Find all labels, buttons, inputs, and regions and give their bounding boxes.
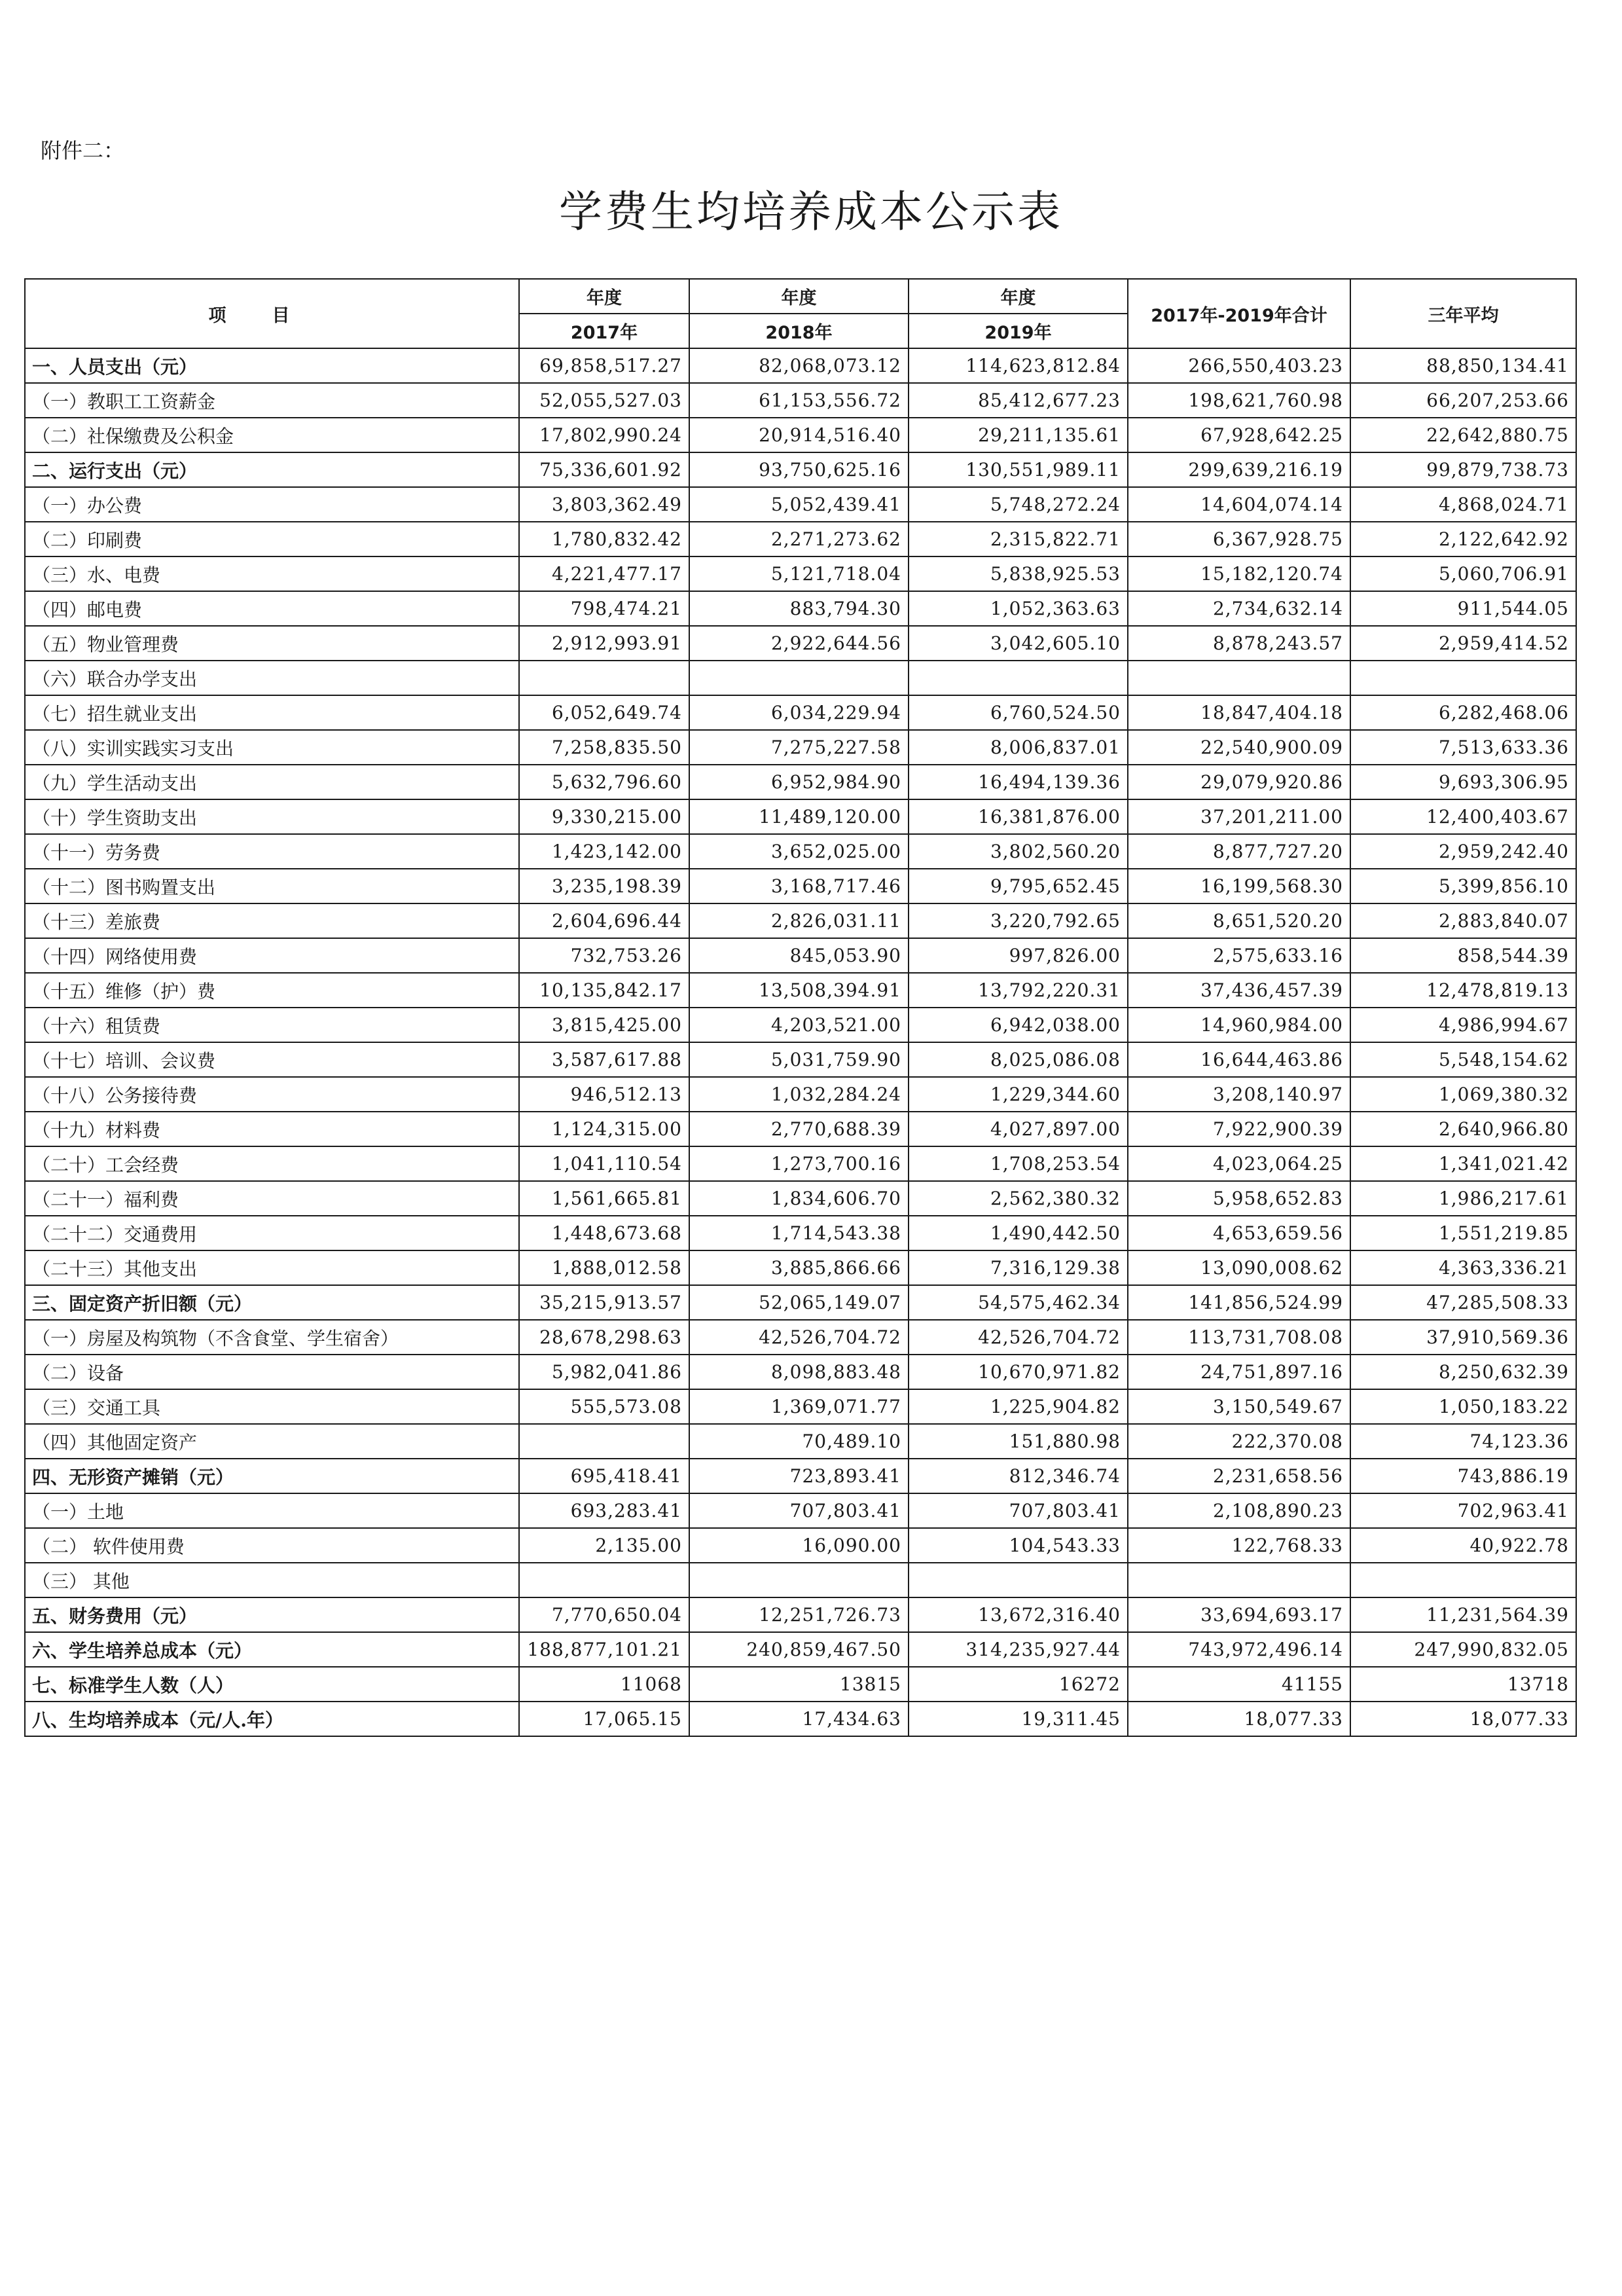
- value-total: 198,621,760.98: [1128, 383, 1350, 418]
- row-label: （二十）工会经费: [25, 1146, 519, 1181]
- value-total: 8,878,243.57: [1128, 626, 1350, 661]
- value-2017: 3,803,362.49: [519, 487, 689, 522]
- value-2017: 28,678,298.63: [519, 1320, 689, 1355]
- value-2019: 13,792,220.31: [909, 973, 1128, 1008]
- row-label: 八、生均培养成本（元/人.年）: [25, 1702, 519, 1736]
- value-2018: 3,652,025.00: [689, 834, 909, 869]
- value-2017: 1,561,665.81: [519, 1181, 689, 1216]
- value-2017: 52,055,527.03: [519, 383, 689, 418]
- value-2018: 240,859,467.50: [689, 1632, 909, 1667]
- value-average: 37,910,569.36: [1350, 1320, 1576, 1355]
- value-average: 2,959,414.52: [1350, 626, 1576, 661]
- value-2018: 70,489.10: [689, 1424, 909, 1459]
- value-2019: [909, 1563, 1128, 1597]
- value-average: 18,077.33: [1350, 1702, 1576, 1736]
- value-2019: 151,880.98: [909, 1424, 1128, 1459]
- value-2017: 798,474.21: [519, 591, 689, 626]
- table-row: [25, 1424, 1576, 1459]
- value-2019: 10,670,971.82: [909, 1355, 1128, 1389]
- value-2018: 845,053.90: [689, 938, 909, 973]
- value-2017: 5,632,796.60: [519, 765, 689, 799]
- value-2019: 1,708,253.54: [909, 1146, 1128, 1181]
- value-total: 122,768.33: [1128, 1528, 1350, 1563]
- value-average: 47,285,508.33: [1350, 1285, 1576, 1320]
- value-2017: 555,573.08: [519, 1389, 689, 1424]
- value-2018: 707,803.41: [689, 1493, 909, 1528]
- table-header: [25, 279, 1576, 348]
- value-2017: 695,418.41: [519, 1459, 689, 1493]
- value-total: 266,550,403.23: [1128, 348, 1350, 383]
- table-row: [25, 1389, 1576, 1424]
- value-2017: 10,135,842.17: [519, 973, 689, 1008]
- table-row: [25, 1216, 1576, 1250]
- value-2019: 9,795,652.45: [909, 869, 1128, 903]
- row-label: （十九）材料费: [25, 1112, 519, 1146]
- value-2019: 6,760,524.50: [909, 695, 1128, 730]
- row-label: （二十一）福利费: [25, 1181, 519, 1216]
- value-average: 2,959,242.40: [1350, 834, 1576, 869]
- value-2019: 1,490,442.50: [909, 1216, 1128, 1250]
- value-2018: 20,914,516.40: [689, 418, 909, 452]
- header-year-label-2018: 年度: [689, 279, 909, 314]
- table-row: [25, 1355, 1576, 1389]
- row-label: （十六）租赁费: [25, 1008, 519, 1042]
- table-row: [25, 626, 1576, 661]
- value-average: 4,363,336.21: [1350, 1250, 1576, 1285]
- table-row: [25, 938, 1576, 973]
- value-average: 7,513,633.36: [1350, 730, 1576, 765]
- row-label: （二）印刷费: [25, 522, 519, 556]
- value-total: 3,150,549.67: [1128, 1389, 1350, 1424]
- value-2018: 883,794.30: [689, 591, 909, 626]
- value-average: 5,060,706.91: [1350, 556, 1576, 591]
- table-row: [25, 695, 1576, 730]
- table-row: [25, 1563, 1576, 1597]
- value-2019: 16272: [909, 1667, 1128, 1702]
- row-label: 一、人员支出（元）: [25, 348, 519, 383]
- value-2018: 12,251,726.73: [689, 1597, 909, 1632]
- value-2017: 1,124,315.00: [519, 1112, 689, 1146]
- value-2018: 3,885,866.66: [689, 1250, 909, 1285]
- header-average: 三年平均: [1350, 279, 1576, 348]
- value-total: 5,958,652.83: [1128, 1181, 1350, 1216]
- table-row: [25, 661, 1576, 695]
- value-2017: 1,041,110.54: [519, 1146, 689, 1181]
- value-2019: 19,311.45: [909, 1702, 1128, 1736]
- value-total: 4,653,659.56: [1128, 1216, 1350, 1250]
- value-2017: 17,802,990.24: [519, 418, 689, 452]
- row-label: （二十二）交通费用: [25, 1216, 519, 1250]
- table-row: [25, 1250, 1576, 1285]
- value-2019: 8,025,086.08: [909, 1042, 1128, 1077]
- value-average: 13718: [1350, 1667, 1576, 1702]
- row-label: （十三）差旅费: [25, 903, 519, 938]
- value-total: 2,575,633.16: [1128, 938, 1350, 973]
- value-2019: 1,052,363.63: [909, 591, 1128, 626]
- table-row: [25, 1285, 1576, 1320]
- value-2018: 6,034,229.94: [689, 695, 909, 730]
- value-total: 37,436,457.39: [1128, 973, 1350, 1008]
- value-total: 2,108,890.23: [1128, 1493, 1350, 1528]
- value-2017: 188,877,101.21: [519, 1632, 689, 1667]
- value-total: 3,208,140.97: [1128, 1077, 1350, 1112]
- value-average: 4,986,994.67: [1350, 1008, 1576, 1042]
- value-2017: 1,448,673.68: [519, 1216, 689, 1250]
- value-average: 6,282,468.06: [1350, 695, 1576, 730]
- value-2019: 2,562,380.32: [909, 1181, 1128, 1216]
- value-2018: 61,153,556.72: [689, 383, 909, 418]
- value-average: 12,400,403.67: [1350, 799, 1576, 834]
- value-2017: 693,283.41: [519, 1493, 689, 1528]
- value-total: 29,079,920.86: [1128, 765, 1350, 799]
- value-total: 16,199,568.30: [1128, 869, 1350, 903]
- row-label: （十四）网络使用费: [25, 938, 519, 973]
- value-2019: 3,042,605.10: [909, 626, 1128, 661]
- value-average: 247,990,832.05: [1350, 1632, 1576, 1667]
- table-row: [25, 452, 1576, 487]
- table-row: [25, 556, 1576, 591]
- value-average: 99,879,738.73: [1350, 452, 1576, 487]
- value-average: 9,693,306.95: [1350, 765, 1576, 799]
- value-average: 1,069,380.32: [1350, 1077, 1576, 1112]
- value-2018: 2,770,688.39: [689, 1112, 909, 1146]
- value-2017: 2,135.00: [519, 1528, 689, 1563]
- value-total: 299,639,216.19: [1128, 452, 1350, 487]
- value-average: 66,207,253.66: [1350, 383, 1576, 418]
- value-2017: 17,065.15: [519, 1702, 689, 1736]
- value-2019: 7,316,129.38: [909, 1250, 1128, 1285]
- value-average: 1,551,219.85: [1350, 1216, 1576, 1250]
- value-2018: 17,434.63: [689, 1702, 909, 1736]
- value-average: 1,050,183.22: [1350, 1389, 1576, 1424]
- value-total: 37,201,211.00: [1128, 799, 1350, 834]
- value-total: 15,182,120.74: [1128, 556, 1350, 591]
- table-row: [25, 834, 1576, 869]
- value-average: 5,399,856.10: [1350, 869, 1576, 903]
- value-2018: 2,826,031.11: [689, 903, 909, 938]
- value-average: 911,544.05: [1350, 591, 1576, 626]
- value-2019: 5,838,925.53: [909, 556, 1128, 591]
- row-label: （一）办公费: [25, 487, 519, 522]
- value-2018: 52,065,149.07: [689, 1285, 909, 1320]
- value-total: 2,231,658.56: [1128, 1459, 1350, 1493]
- value-total: 41155: [1128, 1667, 1350, 1702]
- value-average: 1,986,217.61: [1350, 1181, 1576, 1216]
- table-row: [25, 1181, 1576, 1216]
- header-year-2019: 2019年: [909, 314, 1128, 348]
- row-label: 七、标准学生人数（人）: [25, 1667, 519, 1702]
- row-label: （二） 软件使用费: [25, 1528, 519, 1563]
- value-2019: 16,494,139.36: [909, 765, 1128, 799]
- row-label: 四、无形资产摊销（元）: [25, 1459, 519, 1493]
- value-2018: 6,952,984.90: [689, 765, 909, 799]
- value-total: 14,604,074.14: [1128, 487, 1350, 522]
- table-row: [25, 1632, 1576, 1667]
- header-item: 项目: [25, 279, 519, 348]
- table-row: [25, 1667, 1576, 1702]
- row-label: 六、学生培养总成本（元）: [25, 1632, 519, 1667]
- row-label: 三、固定资产折旧额（元）: [25, 1285, 519, 1320]
- value-2019: 29,211,135.61: [909, 418, 1128, 452]
- value-total: 16,644,463.86: [1128, 1042, 1350, 1077]
- value-2018: 723,893.41: [689, 1459, 909, 1493]
- value-2018: 93,750,625.16: [689, 452, 909, 487]
- value-2019: 42,526,704.72: [909, 1320, 1128, 1355]
- value-2017: [519, 1424, 689, 1459]
- value-average: 74,123.36: [1350, 1424, 1576, 1459]
- value-total: 113,731,708.08: [1128, 1320, 1350, 1355]
- value-total: [1128, 1563, 1350, 1597]
- value-2019: 130,551,989.11: [909, 452, 1128, 487]
- value-2017: 3,587,617.88: [519, 1042, 689, 1077]
- row-label: （七）招生就业支出: [25, 695, 519, 730]
- value-average: 743,886.19: [1350, 1459, 1576, 1493]
- header-year-2018: 2018年: [689, 314, 909, 348]
- value-2018: 7,275,227.58: [689, 730, 909, 765]
- table-row: [25, 1077, 1576, 1112]
- value-total: 4,023,064.25: [1128, 1146, 1350, 1181]
- table-row: [25, 1493, 1576, 1528]
- value-2019: 114,623,812.84: [909, 348, 1128, 383]
- value-2017: 1,423,142.00: [519, 834, 689, 869]
- table-row: [25, 1146, 1576, 1181]
- value-total: 7,922,900.39: [1128, 1112, 1350, 1146]
- value-2019: 1,229,344.60: [909, 1077, 1128, 1112]
- value-2019: 2,315,822.71: [909, 522, 1128, 556]
- row-label: 二、运行支出（元）: [25, 452, 519, 487]
- value-average: 1,341,021.42: [1350, 1146, 1576, 1181]
- value-2019: 16,381,876.00: [909, 799, 1128, 834]
- value-2018: 5,031,759.90: [689, 1042, 909, 1077]
- value-2018: 13815: [689, 1667, 909, 1702]
- row-label: （六）联合办学支出: [25, 661, 519, 695]
- value-total: 18,077.33: [1128, 1702, 1350, 1736]
- value-2019: 314,235,927.44: [909, 1632, 1128, 1667]
- value-2019: 1,225,904.82: [909, 1389, 1128, 1424]
- table-row: [25, 1597, 1576, 1632]
- row-label: （四）其他固定资产: [25, 1424, 519, 1459]
- value-2017: 732,753.26: [519, 938, 689, 973]
- table-row: [25, 1320, 1576, 1355]
- value-2017: 1,780,832.42: [519, 522, 689, 556]
- value-2017: 9,330,215.00: [519, 799, 689, 834]
- row-label: （三）水、电费: [25, 556, 519, 591]
- value-2018: 1,834,606.70: [689, 1181, 909, 1216]
- header-year-2017: 2017年: [519, 314, 689, 348]
- value-2017: 7,770,650.04: [519, 1597, 689, 1632]
- table-row: [25, 869, 1576, 903]
- value-2018: 1,369,071.77: [689, 1389, 909, 1424]
- value-2018: 3,168,717.46: [689, 869, 909, 903]
- value-2017: 11068: [519, 1667, 689, 1702]
- table-row: [25, 1528, 1576, 1563]
- value-2018: [689, 661, 909, 695]
- row-label: （四）邮电费: [25, 591, 519, 626]
- value-2017: 2,912,993.91: [519, 626, 689, 661]
- value-average: 2,883,840.07: [1350, 903, 1576, 938]
- row-label: （二十三）其他支出: [25, 1250, 519, 1285]
- value-2019: 8,006,837.01: [909, 730, 1128, 765]
- row-label: （十五）维修（护）费: [25, 973, 519, 1008]
- value-average: 12,478,819.13: [1350, 973, 1576, 1008]
- row-label: （十）学生资助支出: [25, 799, 519, 834]
- table-row: [25, 418, 1576, 452]
- value-total: 14,960,984.00: [1128, 1008, 1350, 1042]
- row-label: （二）社保缴费及公积金: [25, 418, 519, 452]
- value-average: 2,122,642.92: [1350, 522, 1576, 556]
- value-total: 8,877,727.20: [1128, 834, 1350, 869]
- value-total: 18,847,404.18: [1128, 695, 1350, 730]
- value-2019: 85,412,677.23: [909, 383, 1128, 418]
- value-average: 858,544.39: [1350, 938, 1576, 973]
- value-average: 4,868,024.71: [1350, 487, 1576, 522]
- value-2017: 7,258,835.50: [519, 730, 689, 765]
- table-row: [25, 1702, 1576, 1736]
- value-average: 2,640,966.80: [1350, 1112, 1576, 1146]
- value-total: 6,367,928.75: [1128, 522, 1350, 556]
- attachment-label: 附件二：: [41, 138, 125, 163]
- value-average: 8,250,632.39: [1350, 1355, 1576, 1389]
- table-row: [25, 1112, 1576, 1146]
- value-2018: 4,203,521.00: [689, 1008, 909, 1042]
- value-total: 33,694,693.17: [1128, 1597, 1350, 1632]
- value-2019: 5,748,272.24: [909, 487, 1128, 522]
- row-label: （三）交通工具: [25, 1389, 519, 1424]
- value-2017: 3,235,198.39: [519, 869, 689, 903]
- value-2017: 3,815,425.00: [519, 1008, 689, 1042]
- header-year-label-2019: 年度: [909, 279, 1128, 314]
- value-2017: 35,215,913.57: [519, 1285, 689, 1320]
- header-total: 2017年-2019年合计: [1128, 279, 1350, 348]
- value-total: [1128, 661, 1350, 695]
- value-2017: 946,512.13: [519, 1077, 689, 1112]
- row-label: （一）教职工工资薪金: [25, 383, 519, 418]
- value-total: 13,090,008.62: [1128, 1250, 1350, 1285]
- cost-table: [24, 278, 1577, 1737]
- value-average: 702,963.41: [1350, 1493, 1576, 1528]
- value-2018: 82,068,073.12: [689, 348, 909, 383]
- value-average: 11,231,564.39: [1350, 1597, 1576, 1632]
- row-label: （十二）图书购置支出: [25, 869, 519, 903]
- value-total: 222,370.08: [1128, 1424, 1350, 1459]
- row-label: （三） 其他: [25, 1563, 519, 1597]
- table-row: [25, 1459, 1576, 1493]
- value-2019: 3,220,792.65: [909, 903, 1128, 938]
- value-2018: 1,273,700.16: [689, 1146, 909, 1181]
- value-2018: 1,714,543.38: [689, 1216, 909, 1250]
- value-2018: 8,098,883.48: [689, 1355, 909, 1389]
- row-label: （九）学生活动支出: [25, 765, 519, 799]
- value-2019: 6,942,038.00: [909, 1008, 1128, 1042]
- value-2017: 2,604,696.44: [519, 903, 689, 938]
- value-2017: 4,221,477.17: [519, 556, 689, 591]
- row-label: （十七）培训、会议费: [25, 1042, 519, 1077]
- value-average: [1350, 1563, 1576, 1597]
- row-label: （十八）公务接待费: [25, 1077, 519, 1112]
- value-total: 743,972,496.14: [1128, 1632, 1350, 1667]
- row-label: （十一）劳务费: [25, 834, 519, 869]
- page-title: 学费生均培养成本公示表: [559, 187, 1063, 237]
- value-average: 5,548,154.62: [1350, 1042, 1576, 1077]
- value-2018: 5,052,439.41: [689, 487, 909, 522]
- row-label: （二）设备: [25, 1355, 519, 1389]
- value-2018: 11,489,120.00: [689, 799, 909, 834]
- header-year-label-2017: 年度: [519, 279, 689, 314]
- row-label: （五）物业管理费: [25, 626, 519, 661]
- table-row: [25, 348, 1576, 383]
- value-total: 8,651,520.20: [1128, 903, 1350, 938]
- table-row: [25, 903, 1576, 938]
- value-2017: 5,982,041.86: [519, 1355, 689, 1389]
- table-row: [25, 383, 1576, 418]
- value-2019: 3,802,560.20: [909, 834, 1128, 869]
- row-label: （一）土地: [25, 1493, 519, 1528]
- value-average: 40,922.78: [1350, 1528, 1576, 1563]
- value-total: 67,928,642.25: [1128, 418, 1350, 452]
- value-average: 88,850,134.41: [1350, 348, 1576, 383]
- value-2018: [689, 1563, 909, 1597]
- value-2018: 1,032,284.24: [689, 1077, 909, 1112]
- value-2019: 54,575,462.34: [909, 1285, 1128, 1320]
- value-2018: 2,922,644.56: [689, 626, 909, 661]
- table-row: [25, 799, 1576, 834]
- value-average: 22,642,880.75: [1350, 418, 1576, 452]
- row-label: 五、财务费用（元）: [25, 1597, 519, 1632]
- value-2018: 16,090.00: [689, 1528, 909, 1563]
- value-2019: 812,346.74: [909, 1459, 1128, 1493]
- value-2017: [519, 1563, 689, 1597]
- table-row: [25, 730, 1576, 765]
- row-label: （八）实训实践实习支出: [25, 730, 519, 765]
- value-2017: [519, 661, 689, 695]
- value-average: [1350, 661, 1576, 695]
- value-total: 141,856,524.99: [1128, 1285, 1350, 1320]
- value-2019: 707,803.41: [909, 1493, 1128, 1528]
- table-row: [25, 522, 1576, 556]
- value-2019: 4,027,897.00: [909, 1112, 1128, 1146]
- table-row: [25, 1042, 1576, 1077]
- table-row: [25, 765, 1576, 799]
- table-body: [25, 348, 1576, 1736]
- value-2017: 6,052,649.74: [519, 695, 689, 730]
- value-2018: 42,526,704.72: [689, 1320, 909, 1355]
- row-label: （一）房屋及构筑物（不含食堂、学生宿舍）: [25, 1320, 519, 1355]
- value-2017: 75,336,601.92: [519, 452, 689, 487]
- table-row: [25, 487, 1576, 522]
- value-total: 24,751,897.16: [1128, 1355, 1350, 1389]
- value-2018: 13,508,394.91: [689, 973, 909, 1008]
- value-2018: 2,271,273.62: [689, 522, 909, 556]
- value-2017: 1,888,012.58: [519, 1250, 689, 1285]
- value-2019: [909, 661, 1128, 695]
- table-row: [25, 591, 1576, 626]
- value-2018: 5,121,718.04: [689, 556, 909, 591]
- value-2019: 104,543.33: [909, 1528, 1128, 1563]
- table-row: [25, 973, 1576, 1008]
- table-row: [25, 1008, 1576, 1042]
- value-2019: 997,826.00: [909, 938, 1128, 973]
- value-2017: 69,858,517.27: [519, 348, 689, 383]
- value-total: 2,734,632.14: [1128, 591, 1350, 626]
- value-2019: 13,672,316.40: [909, 1597, 1128, 1632]
- value-total: 22,540,900.09: [1128, 730, 1350, 765]
